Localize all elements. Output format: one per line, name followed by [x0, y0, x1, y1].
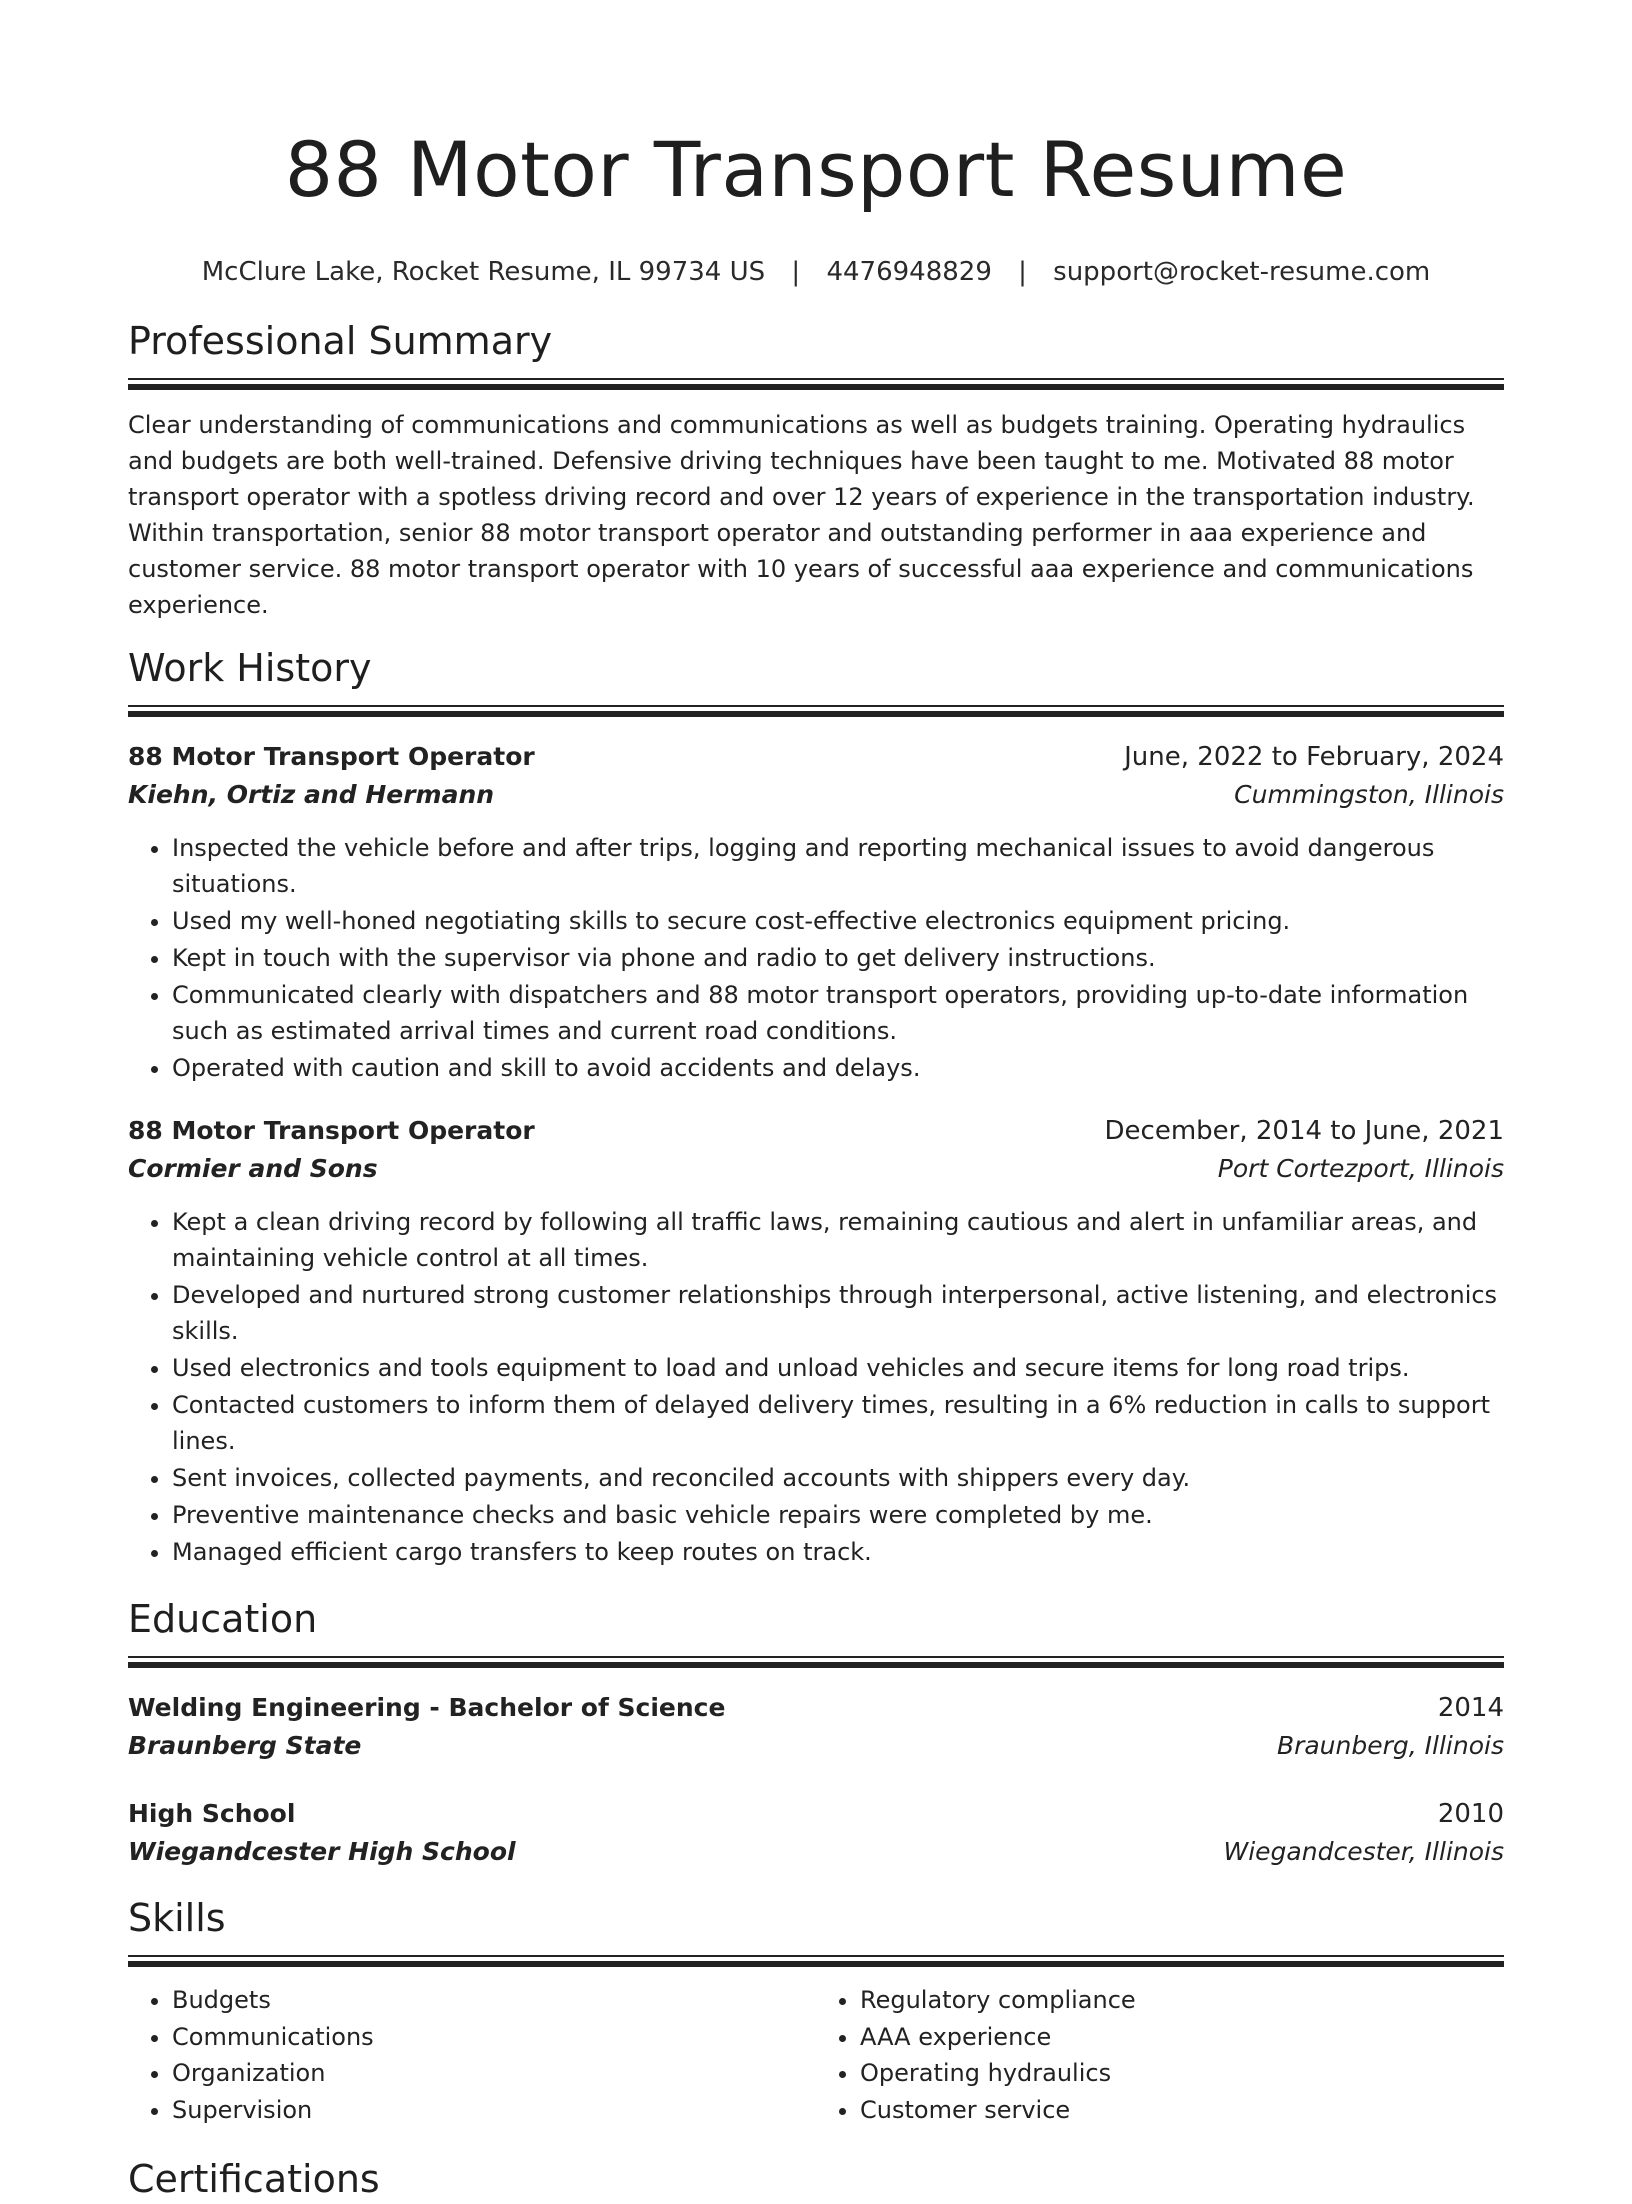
list-item: • Used electronics and tools equipment to load and unload vehicles and secure items for long road trips.	[172, 1350, 1504, 1386]
section-title-work: Work History	[128, 646, 372, 690]
education-degree: High School	[128, 1799, 296, 1828]
job-company-row	[128, 776, 1504, 814]
list-item: • Communicated clearly with dispatchers and 88 motor transport operators, providing up-to-date information such as estimated arrival times and current road conditions.	[172, 977, 1504, 1049]
list-item: • Kept a clean driving record by following all traffic laws, remaining cautious and alert in unfamiliar areas, and maintaining vehicle control at all times.	[172, 1204, 1504, 1276]
list-item: • Kept in touch with the supervisor via phone and radio to get delivery instructions.	[172, 940, 1504, 976]
job-title: 88 Motor Transport Operator	[128, 1116, 535, 1145]
list-item: • Used my well-honed negotiating skills to secure cost-effective electronics equipment pricing.	[172, 903, 1504, 939]
section-divider	[128, 705, 1504, 720]
resume-title: 88 Motor Transport Resume	[284, 125, 1348, 214]
job-location: Port Cortezport, Illinois	[1217, 1154, 1504, 1183]
job-company-row	[128, 1150, 1504, 1188]
education-degree: Welding Engineering - Bachelor of Science	[128, 1693, 726, 1722]
job-location: Cummingston, Illinois	[1234, 780, 1504, 809]
work-section	[128, 643, 1504, 1570]
certifications-section	[128, 2154, 1504, 2204]
education-entry	[128, 1689, 1504, 1765]
contact-address: McClure Lake, Rocket Resume, IL 99734 US	[201, 257, 766, 287]
education-school-row	[128, 1833, 1504, 1871]
summary-text: Clear understanding of communications and communications as well as budgets training. Operating hydraulics and budgets are both well-trained. Defensive driving techniques have been taught to me. Motivated 88 motor transport operator with a spotless driving record and over 12 years of experience in the transportation industry. Within transportation, senior 88 motor transport operator and outstanding performer in aaa experience and customer service. 88 motor transport operator with 10 years of successful aaa experience and communications experience.	[128, 411, 1475, 619]
skill-item: • Supervision	[172, 2092, 816, 2129]
education-year: 2010	[1437, 1799, 1504, 1829]
section-divider	[128, 378, 1504, 393]
section-title-skills: Skills	[128, 1896, 226, 1940]
education-header-row	[128, 1795, 1504, 1833]
skill-item: • Organization	[172, 2055, 816, 2092]
skill-item: • Regulatory compliance	[860, 1982, 1504, 2019]
job-title: 88 Motor Transport Operator	[128, 742, 535, 771]
list-item: • Inspected the vehicle before and after trips, logging and reporting mechanical issues to avoid dangerous situations.	[172, 830, 1504, 902]
education-school: Braunberg State	[128, 1731, 362, 1760]
list-item: • Sent invoices, collected payments, and reconciled accounts with shippers every day.	[172, 1460, 1504, 1496]
skill-item: • Budgets	[172, 1982, 816, 2019]
skill-item: • Operating hydraulics	[860, 2055, 1504, 2092]
list-item: • Developed and nurtured strong customer relationships through interpersonal, active listening, and electronics skills.	[172, 1277, 1504, 1349]
education-entry	[128, 1795, 1504, 1871]
job-header-row	[128, 1112, 1504, 1150]
job-company: Kiehn, Ortiz and Hermann	[128, 780, 495, 809]
skills-section	[128, 1893, 1504, 2128]
job-entry	[128, 738, 1504, 1086]
contact-phone: 4476948829	[826, 257, 992, 287]
education-school: Wiegandcester High School	[128, 1837, 516, 1866]
skills-list-right	[816, 1982, 1504, 2128]
contact-separator: |	[791, 257, 801, 287]
skills-columns	[128, 1982, 1504, 2128]
job-header-row	[128, 738, 1504, 776]
education-header-row	[128, 1689, 1504, 1727]
job-bullets	[128, 1204, 1504, 1570]
section-title-certifications: Certifications	[128, 2157, 380, 2201]
job-company: Cormier and Sons	[128, 1154, 378, 1183]
skill-item: • Communications	[172, 2019, 816, 2056]
contact-email: support@rocket-resume.com	[1053, 257, 1431, 287]
list-item: • Managed efficient cargo transfers to keep routes on track.	[172, 1534, 1504, 1570]
education-school-row	[128, 1727, 1504, 1765]
job-bullets	[128, 830, 1504, 1086]
skill-item: • Customer service	[860, 2092, 1504, 2129]
job-entry	[128, 1112, 1504, 1570]
skills-list-left	[128, 1982, 816, 2128]
section-title-summary: Professional Summary	[128, 319, 553, 363]
job-dates: December, 2014 to June, 2021	[1104, 1116, 1504, 1146]
education-section	[128, 1594, 1504, 1871]
skill-item: • AAA experience	[860, 2019, 1504, 2056]
summary-section	[128, 316, 1504, 623]
education-location: Braunberg, Illinois	[1276, 1731, 1504, 1760]
section-title-education: Education	[128, 1597, 318, 1641]
job-dates: June, 2022 to February, 2024	[1124, 742, 1504, 772]
list-item: • Operated with caution and skill to avoid accidents and delays.	[172, 1050, 1504, 1086]
education-year: 2014	[1437, 1693, 1504, 1723]
list-item: • Preventive maintenance checks and basic vehicle repairs were completed by me.	[172, 1497, 1504, 1533]
list-item: • Contacted customers to inform them of delayed delivery times, resulting in a 6% reduction in calls to support lines.	[172, 1387, 1504, 1459]
contact-separator: |	[1018, 257, 1027, 287]
contact-line	[128, 254, 1504, 290]
education-location: Wiegandcester, Illinois	[1223, 1837, 1504, 1866]
section-divider	[128, 1656, 1504, 1671]
section-divider	[128, 1955, 1504, 1970]
